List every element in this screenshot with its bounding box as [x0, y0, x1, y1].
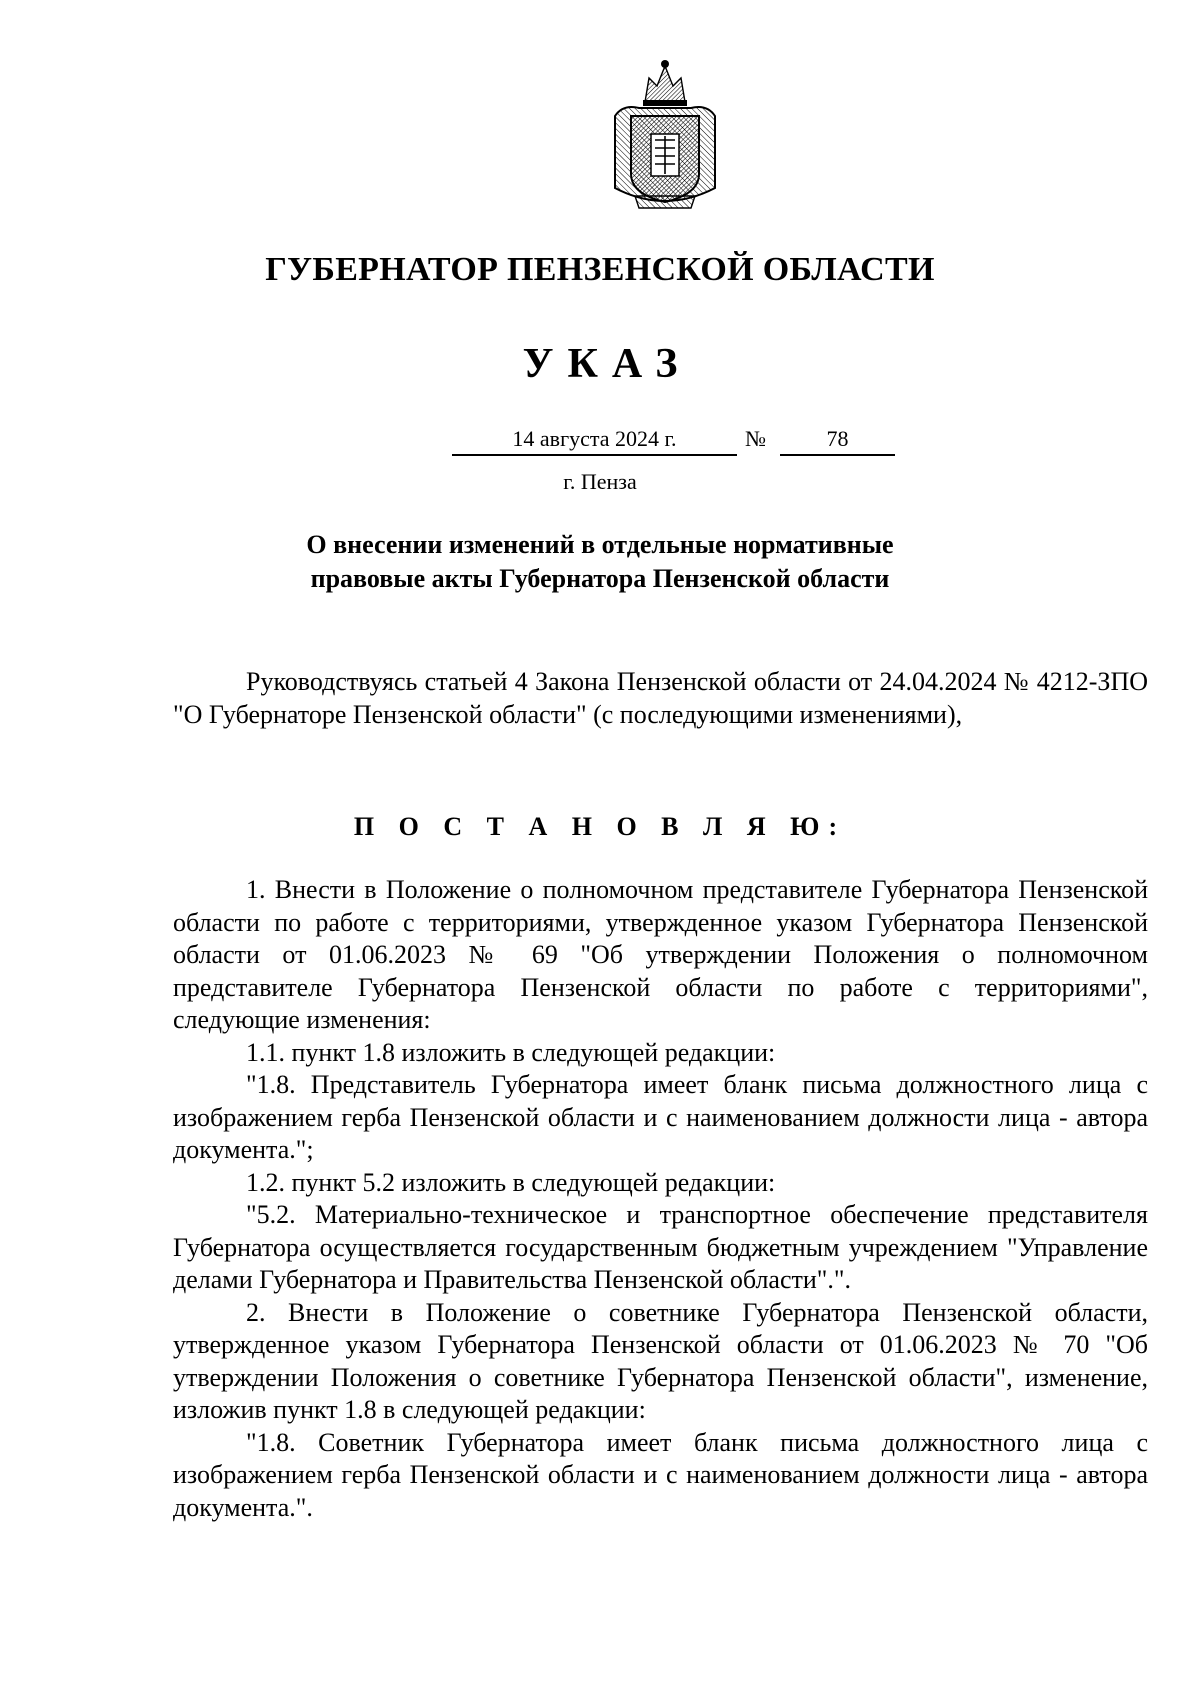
- issuing-authority: ГУБЕРНАТОР ПЕНЗЕНСКОЙ ОБЛАСТИ: [265, 251, 935, 288]
- decree-body: [173, 874, 1148, 1524]
- paragraph-1-1: 1.1. пункт 1.8 изложить в следующей редакции:: [246, 1037, 776, 1067]
- document-title-line-2: правовые акты Губернатора Пензенской области: [310, 564, 890, 593]
- document-number: 78: [780, 424, 895, 456]
- coat-of-arms-emblem: [605, 56, 725, 214]
- document-title-line-1: О внесении изменений в отдельные нормативные: [306, 530, 894, 559]
- document-city: г. Пенза: [563, 469, 637, 494]
- document-title: [0, 528, 1200, 596]
- paragraph-1-1-text: "1.8. Представитель Губернатора имеет бланк письма должностного лица с изображением герба Пензенской области и с наименованием должности лица - автора документа.";: [173, 1070, 1148, 1164]
- decree-heading: П О С Т А Н О В Л Я Ю:: [353, 812, 847, 841]
- paragraph-1-2: 1.2. пункт 5.2 изложить в следующей редакции:: [246, 1167, 776, 1197]
- number-sign: №: [745, 426, 766, 451]
- preamble-block: [173, 666, 1148, 731]
- paragraph-2-text: "1.8. Советник Губернатора имеет бланк письма должностного лица с изображением герба Пензенской области и с наименованием должности лица - автора документа.".: [173, 1427, 1148, 1522]
- paragraph-1-2-text: "5.2. Материально-техническое и транспортное обеспечение представителя Губернатора осуществляется государственным бюджетным учреждением "Управление делами Губернатора и Правительства Пензенской области".".: [173, 1200, 1148, 1294]
- preamble-paragraph: Руководствуясь статьей 4 Закона Пензенской области от 24.04.2024 № 4212-ЗПО "О Губернаторе Пензенской области" (с последующими изменениями),: [173, 667, 1148, 729]
- document-type: УКАЗ: [522, 341, 692, 387]
- paragraph-2: 2. Внести в Положение о советнике Губернатора Пензенской области, утвержденное указом Губернатора Пензенской области от 01.06.2023 № 70 "Об утверждении Положения о советнике Губернатора Пензенской области", изменение, изложив пункт 1.8 в следующей редакции:: [173, 1297, 1148, 1424]
- document-date: 14 августа 2024 г.: [452, 424, 737, 456]
- paragraph-1: 1. Внести в Положение о полномочном представителе Губернатора Пензенской области по работе с территориями, утвержденное указом Губернатора Пензенской области от 01.06.2023 № 69 "Об утверждении Положения о полномочном представителе Губернатора Пензенской области по работе с территориями", следующие изменения:: [173, 875, 1148, 1034]
